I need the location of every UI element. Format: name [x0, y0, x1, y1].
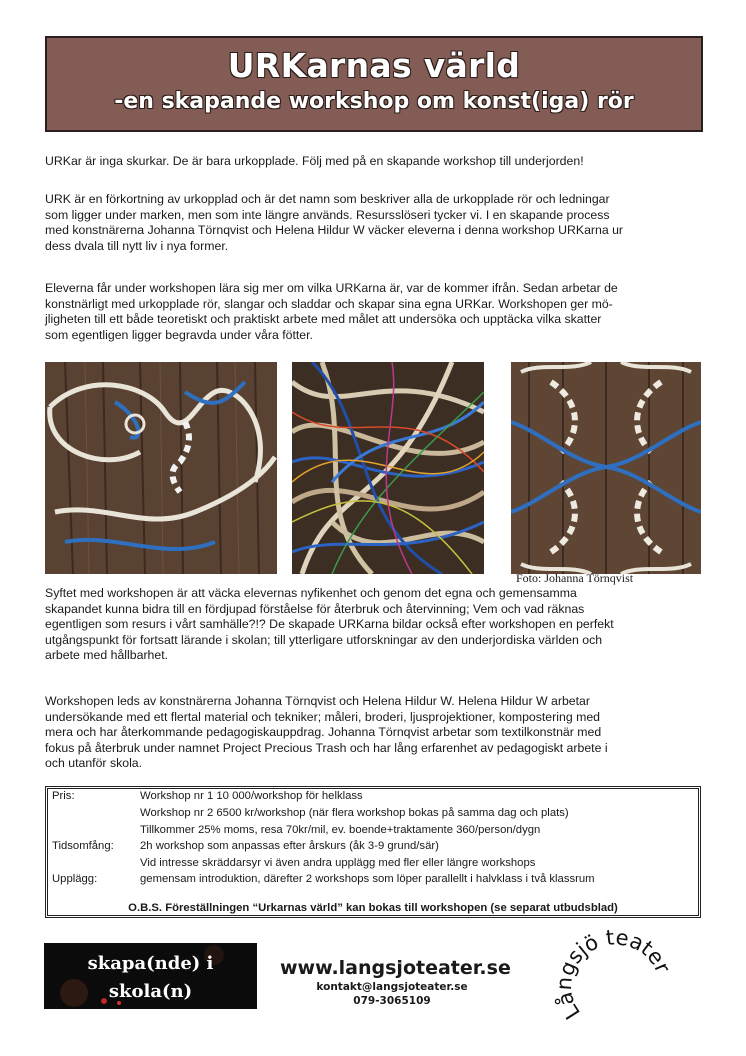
body-paragraph-2 — [45, 694, 705, 772]
langsjo-teater-logo — [553, 918, 673, 1030]
body-line: utgångspunkt för fortsatt lärande i skolan; till ytterligare utforskningar av den underjordiska världen och — [45, 632, 603, 647]
skola-line-1: skapa(nde) i — [87, 953, 214, 974]
svg-text:Långsjö teater — [553, 925, 673, 1023]
intro-line: Eleverna får under workshopen lära sig mer om vilka URKarna är, var de kommer ifrån. Sedan arbetar de — [45, 281, 618, 295]
skola-logo — [44, 943, 257, 1009]
intro-line: URKar är inga skurkar. De är bara urkopplade. Följ med på en skapande workshop till underjorden! — [45, 154, 584, 168]
body-line: och utanför skola. — [45, 756, 143, 771]
body-line: Syftet med workshopen är att väcka elevernas nyfikenhet och genom det egna och gemensamma — [45, 586, 577, 600]
intro-line: med konstnärerna Johanna Törnqvist och Helena Hildur W väcker eleverna i denna workshop URKarna ur — [45, 223, 624, 238]
intro-paragraph-2 — [45, 192, 705, 254]
intro-paragraph-1 — [45, 154, 705, 170]
contact-block — [280, 957, 511, 1007]
body-line: fokus på återbruk under namnet Project Precious Trash och har lång erfarenhet av pedagogiskt arbete i — [45, 740, 608, 755]
body-line: undersökande med ett flertal material och tekniker; måleri, broderi, ljusprojektioner, kompostering med — [45, 709, 600, 724]
title-banner — [45, 36, 703, 132]
performance-note: O.B.S. Föreställningen “Urkarnas värld” kan bokas till workshopen (se separat utbudsblad) — [128, 902, 618, 914]
body-line: mera och har återkommande pedagogiskauppdrag. Johanna Törnqvist arbetar som textilkonstnär med — [45, 725, 602, 740]
info-box — [45, 786, 701, 918]
body-line: Workshopen leds av konstnärerna Johanna Törnqvist och Helena Hildur W. Helena Hildur W arbetar — [45, 694, 590, 708]
email-link[interactable]: kontakt@langsjoteater.se — [316, 981, 468, 993]
photo-tangled-wires — [292, 362, 484, 574]
info-value: 2h workshop som anpassas efter årskurs (åk 3-9 grund/sär) — [140, 840, 439, 852]
logo-arc-text: Långsjö teater — [553, 925, 673, 1024]
body-line: egentligen som resurs i vårt samhälle?!? De skapade URKarna bildar också efter workshopen en perfekt — [45, 617, 614, 632]
intro-line: URK är en förkortning av urkopplad och är det namn som beskriver alla de urkopplade rör och ledningar — [45, 192, 610, 206]
info-value: gemensam introduktion, därefter 2 workshops som löper parallellt i halvklass i två klassrum — [140, 873, 595, 885]
intro-line: som egentligen ligger begravda under våra fötter. — [45, 327, 313, 342]
info-value: Workshop nr 2 6500 kr/workshop (när flera workshop bokas på samma dag och plats) — [140, 807, 569, 819]
intro-paragraph-3 — [45, 281, 705, 343]
intro-line: jligheten till ett både teoretiskt och praktiskt arbete med målet att undersöka och upptäcka vilka skatter — [45, 312, 602, 327]
body-paragraph-1 — [45, 586, 705, 664]
page-title: URKarnas värld — [227, 46, 521, 85]
info-label: Pris: — [52, 790, 75, 802]
photo-caption: Foto: Johanna Törnqvist — [516, 571, 634, 585]
intro-line: konstnärligt med urkopplade rör, slangar och sladdar och skapar sina egna URKar. Workshopen ger mö- — [45, 296, 613, 311]
body-line: skapandet kunna bidra till en fördjupad förståelse för återbruk och återvinning; Vem och vad räknas — [45, 601, 585, 616]
info-value: Vid intresse skräddarsyr vi även andra upplägg med fler eller längre workshops — [140, 857, 536, 869]
photo-mirrored-cables — [511, 362, 701, 574]
info-value: Workshop nr 1 10 000/workshop för helklass — [140, 790, 363, 802]
intro-line: dess dvala till nytt liv i nya former. — [45, 238, 229, 253]
intro-line: som ligger under marken, men som inte längre används. Resursslöseri tycker vi. I en skapande process — [45, 207, 610, 222]
phone-number: 079-3065109 — [353, 995, 431, 1007]
page-subtitle: -en skapande workshop om konst(iga) rör — [114, 89, 634, 114]
website-link[interactable]: www.langsjoteater.se — [280, 957, 511, 979]
photo-cable-loops — [45, 362, 277, 574]
info-label: Upplägg: — [52, 873, 98, 885]
body-line: arbete med hållbarhet. — [45, 648, 169, 663]
skola-line-2: skola(n) — [108, 981, 193, 1002]
info-value: Tillkommer 25% moms, resa 70kr/mil, ev. boende+traktamente 360/person/dygn — [140, 824, 541, 836]
info-label: Tidsomfång: — [52, 840, 114, 852]
